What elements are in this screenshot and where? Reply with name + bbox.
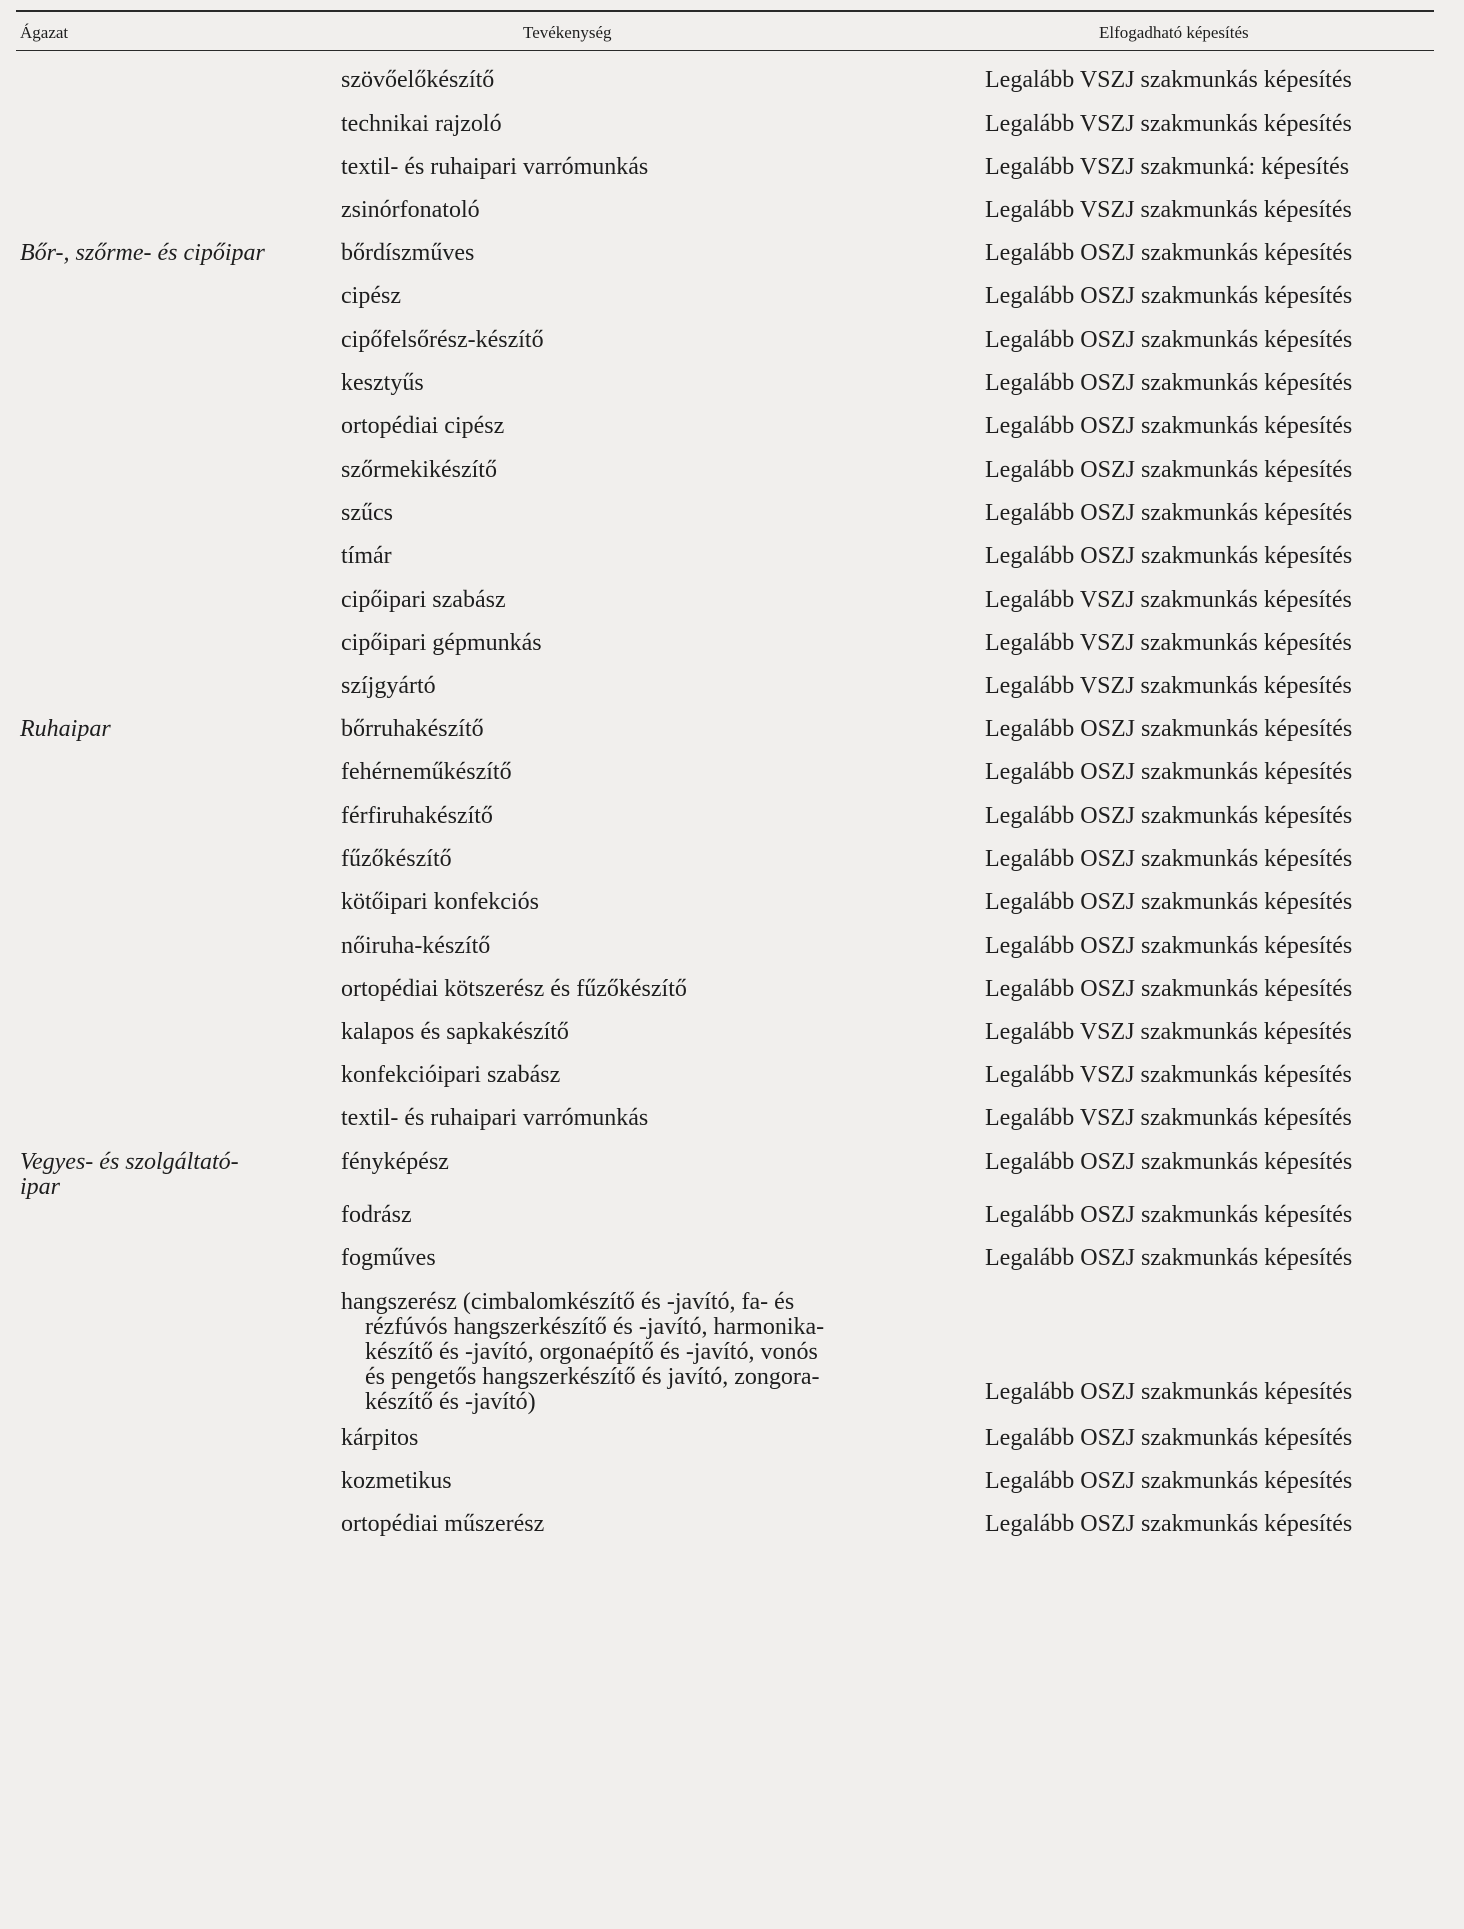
qualification-cell: Legalább OSZJ szakmunkás képesítés <box>985 457 1353 483</box>
sector-label <box>20 241 320 266</box>
qualification-cell: Legalább OSZJ szakmunkás képesítés <box>985 933 1353 959</box>
qualification-cell: Legalább VSZJ szakmunkás képesítés <box>985 1019 1352 1045</box>
qualification-cell: Legalább VSZJ szakmunkás képesítés <box>985 67 1352 93</box>
qualification-cell: Legalább OSZJ szakmunkás képesítés <box>985 240 1353 266</box>
qualification-cell: Legalább OSZJ szakmunkás képesítés <box>985 283 1353 309</box>
activity-cell: ortopédiai kötszerész és fűzőkészítő <box>341 976 687 1002</box>
qualification-cell: Legalább OSZJ szakmunkás képesítés <box>985 1511 1353 1537</box>
column-header-sector: Ágazat <box>20 23 69 42</box>
activity-cell: szűcs <box>341 500 393 526</box>
activity-cell: bőrruhakészítő <box>341 716 484 742</box>
activity-line: rézfúvós hangszerkészítő és -javító, harmonika- <box>365 1314 825 1340</box>
activity-cell: szíjgyártó <box>341 673 436 699</box>
qualification-cell: Legalább VSZJ szakmunkás képesítés <box>985 111 1352 137</box>
header-top-rule <box>16 10 1434 12</box>
sector-label-line: ipar <box>20 1174 61 1200</box>
activity-cell: textil- és ruhaipari varrómunkás <box>341 1105 649 1131</box>
activity-cell: kalapos és sapkakészítő <box>341 1019 569 1045</box>
activity-cell: nőiruha-készítő <box>341 933 491 959</box>
activity-cell: konfekcióipari szabász <box>341 1062 561 1088</box>
qualification-cell: Legalább OSZJ szakmunkás képesítés <box>985 846 1353 872</box>
activity-line: hangszerész (cimbalomkészítő és -javító, fa- és <box>341 1289 795 1315</box>
activity-cell: kozmetikus <box>341 1468 452 1494</box>
qualification-cell: Legalább VSZJ szakmunkás képesítés <box>985 673 1352 699</box>
activity-cell: zsinórfonatoló <box>341 197 480 223</box>
activity-cell: cipőipari gépmunkás <box>341 630 542 656</box>
qualification-cell: Legalább OSZJ szakmunkás képesítés <box>985 1202 1353 1228</box>
qualification-cell: Legalább OSZJ szakmunkás képesítés <box>985 413 1353 439</box>
activity-cell: fodrász <box>341 1202 412 1228</box>
activity-cell: bőrdíszműves <box>341 240 475 266</box>
activity-cell: ortopédiai műszerész <box>341 1511 545 1537</box>
qualification-cell: Legalább OSZJ szakmunkás képesítés <box>985 976 1353 1002</box>
qualification-cell: Legalább OSZJ szakmunkás képesítés <box>985 543 1353 569</box>
column-header-qualification: Elfogadható képesítés <box>1099 23 1249 42</box>
activity-line: és pengetős hangszerkészítő és javító, zongora- <box>365 1364 820 1390</box>
qualification-cell: Legalább OSZJ szakmunkás képesítés <box>985 1245 1353 1271</box>
sector-label-line: Vegyes- és szolgáltató- <box>20 1149 239 1175</box>
qualification-cell: Legalább VSZJ szakmunkás képesítés <box>985 1062 1352 1088</box>
activity-cell: fehérneműkészítő <box>341 759 512 785</box>
qualification-cell: Legalább VSZJ szakmunkás képesítés <box>985 587 1352 613</box>
activity-line: készítő és -javító, orgonaépítő és -javító, vonós <box>365 1339 818 1365</box>
qualification-cell: Legalább OSZJ szakmunkás képesítés <box>985 1425 1353 1451</box>
qualification-cell: Legalább OSZJ szakmunkás képesítés <box>985 1149 1353 1175</box>
activity-cell: cipőipari szabász <box>341 587 506 613</box>
qualification-cell: Legalább OSZJ szakmunkás képesítés <box>985 889 1353 915</box>
qualification-cell: Legalább OSZJ szakmunkás képesítés <box>985 803 1353 829</box>
qualification-cell: Legalább OSZJ szakmunkás képesítés <box>985 1468 1353 1494</box>
qualification-cell: Legalább VSZJ szakmunkás képesítés <box>985 197 1352 223</box>
sector-label-line: Bőr-, szőrme- és cipőipar <box>20 240 265 266</box>
sector-label-line: Ruhaipar <box>20 716 111 742</box>
activity-cell: textil- és ruhaipari varrómunkás <box>341 154 649 180</box>
activity-cell: szőrmekikészítő <box>341 457 497 483</box>
qualification-cell: Legalább OSZJ szakmunkás képesítés <box>985 716 1353 742</box>
activity-cell: kesztyűs <box>341 370 424 396</box>
sector-label <box>20 717 320 742</box>
column-header-activity: Tevékenység <box>523 23 612 42</box>
qualification-cell: Legalább OSZJ szakmunkás képesítés <box>985 759 1353 785</box>
qualification-cell: Legalább OSZJ szakmunkás képesítés <box>985 1379 1353 1405</box>
activity-cell <box>341 1290 961 1415</box>
qualification-cell: Legalább OSZJ szakmunkás képesítés <box>985 500 1353 526</box>
sector-label <box>20 1150 320 1200</box>
qualification-cell: Legalább VSZJ szakmunká: képesítés <box>985 154 1350 180</box>
activity-cell: kárpitos <box>341 1425 419 1451</box>
header-bottom-rule <box>16 50 1434 51</box>
qualification-cell: Legalább OSZJ szakmunkás képesítés <box>985 327 1353 353</box>
qualification-cell: Legalább VSZJ szakmunkás képesítés <box>985 1105 1352 1131</box>
activity-cell: tímár <box>341 543 392 569</box>
activity-line: készítő és -javító) <box>365 1389 536 1415</box>
activity-cell: fűzőkészítő <box>341 846 452 872</box>
activity-cell: cipész <box>341 283 401 309</box>
activity-cell: szövőelőkészítő <box>341 67 495 93</box>
qualification-cell: Legalább OSZJ szakmunkás képesítés <box>985 370 1353 396</box>
activity-cell: technikai rajzoló <box>341 111 502 137</box>
activity-cell: ortopédiai cipész <box>341 413 505 439</box>
qualification-cell: Legalább VSZJ szakmunkás képesítés <box>985 630 1352 656</box>
activity-cell: cipőfelsőrész-készítő <box>341 327 544 353</box>
activity-cell: kötőipari konfekciós <box>341 889 539 915</box>
activity-cell: fogműves <box>341 1245 436 1271</box>
activity-cell: fényképész <box>341 1149 449 1175</box>
activity-cell: férfiruhakészítő <box>341 803 493 829</box>
